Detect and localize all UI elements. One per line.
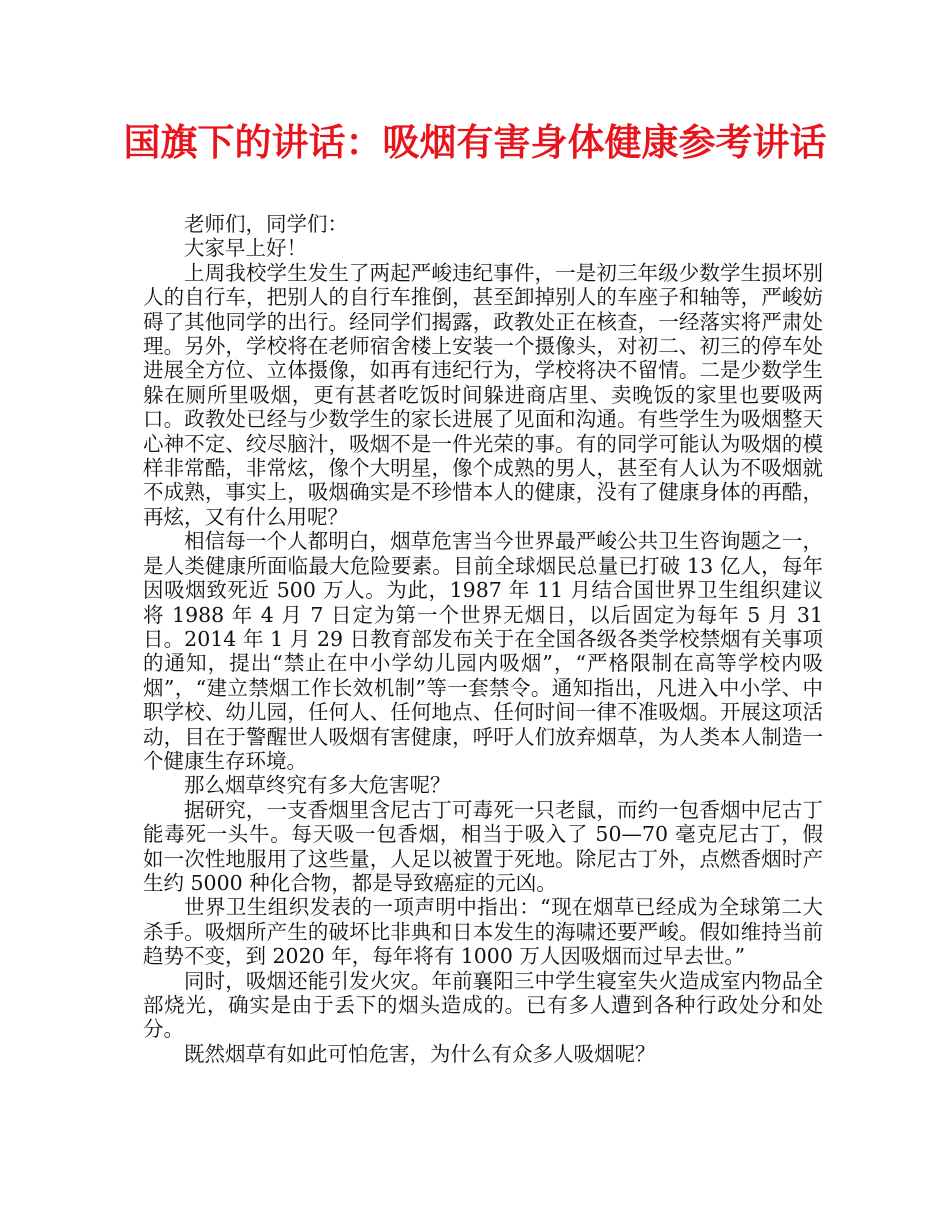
paragraph-why-smoke: 既然烟草有如此可怕危害，为什么有众多人吸烟呢？ — [184, 1041, 656, 1066]
document-body — [143, 212, 823, 1066]
paragraph-question: 那么烟草终究有多大危害呢？ — [184, 773, 451, 798]
paragraph-incidents: 上周我校学生发生了两起严峻违纪事件，一是初三年级少数学生损坏别人的自行车，把别人的自行车推倒，甚至卸掉别人的车座子和轴等，严峻妨碍了其他同学的出行。经同学们揭露，政教处正在核查，一经落实将严肃处理。另外，学校将在老师宿舍楼上安装一个摄像头，对初二、初三的停车处进展全方位、立体摄像，如再有违纪行为，学校将决不留情。二是少数学生躲在厕所里吸烟，更有甚者吃饭时间躲进商店里、卖晚饭的家里也要吸两口。政教处已经与少数学生的家长进展了见面和沟通。有些学生为吸烟整天心神不定、绞尽脑汁，吸烟不是一件光荣的事。有的同学可能认为吸烟的模样非常酷，非常炫，像个大明星，像个成熟的男人，甚至有人认为不吸烟就不成熟，事实上，吸烟确实是不珍惜本人的健康，没有了健康身体的再酷，再炫，又有什么用呢？ — [143, 260, 823, 529]
paragraph-fire: 同时，吸烟还能引发火灾。年前襄阳三中学生寝室失火造成室内物品全部烧光，确实是由于丢下的烟头造成的。已有多人遭到各种行政处分和处分。 — [143, 968, 823, 1042]
paragraph-who-statement: 世界卫生组织发表的一项声明中指出：“现在烟草已经成为全球第二大杀手。吸烟所产生的破坏比非典和日本发生的海啸还要严峻。假如维持当前趋势不变，到 2020 年，每年将有 1000 万人因吸烟而过早去世。” — [143, 895, 823, 969]
document-title: 国旗下的讲话：吸烟有害身体健康参考讲话 — [123, 121, 827, 164]
paragraph-morning: 大家早上好！ — [184, 236, 307, 261]
paragraph-tobacco-hazard: 相信每一个人都明白，烟草危害当今世界最严峻公共卫生咨询题之一，是人类健康所面临最大危险要素。目前全球烟民总量已打破 13 亿人，每年因吸烟致死近 500 万人。为此，1987 年 11 月结合国世界卫生组织建议将 1988 年 4 月 7 日定为第一个世界无烟日，以后固定为每年 5 月 31 日。2014 年 1 月 29 日教育部发布关于在全国各级各类学校禁烟有关事项的通知，提出“禁止在中小学幼儿园内吸烟”，“严格限制在高等学校内吸烟”，“建立禁烟工作长效机制”等一套禁令。通知指出，凡进入中小学、中职学校、幼儿园，任何人、任何地点、任何时间一律不准吸烟。开展这项活动，目在于警醒世人吸烟有害健康，呼吁人们放弃烟草，为人类本人制造一个健康生存环境。 — [143, 529, 823, 773]
paragraph-nicotine: 据研究，一支香烟里含尼古丁可毒死一只老鼠，而约一包香烟中尼古丁能毒死一头牛。每天吸一包香烟，相当于吸入了 50—70 毫克尼古丁，假如一次性地服用了这些量，人足以被置于死地。除尼古丁外，点燃香烟时产生约 5000 种化合物，都是导致癌症的元凶。 — [143, 797, 823, 895]
paragraph-greeting: 老师们，同学们： — [184, 212, 348, 236]
